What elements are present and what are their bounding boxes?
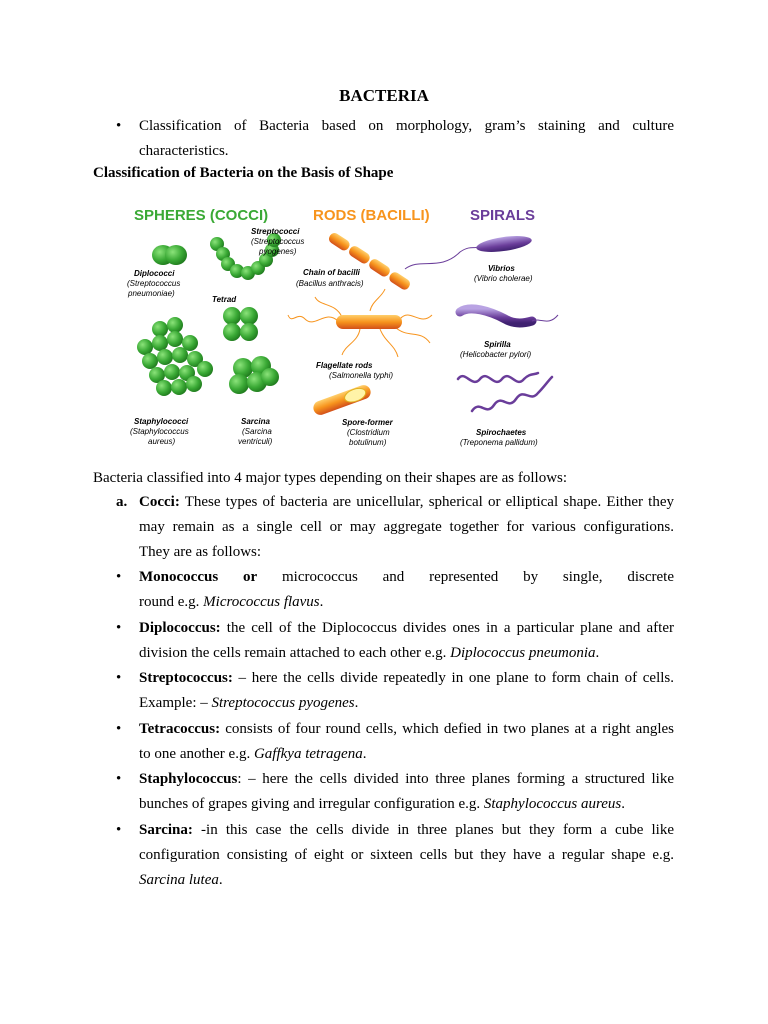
strepto-line1 xyxy=(139,666,674,691)
flagellate-rod-body xyxy=(336,315,402,329)
tetra-term: Tetracoccus: xyxy=(139,721,221,737)
label-spore-sci2: botulinum) xyxy=(349,438,387,447)
label-flagellate-sci: (Salmonella typhi) xyxy=(329,371,394,380)
mono-end: . xyxy=(319,594,324,610)
label-sarcina-sci2: ventriculi) xyxy=(238,437,273,446)
label-chain-bacilli-sci: (Bacillus anthracis) xyxy=(296,279,364,288)
tetra-end: . xyxy=(362,746,367,762)
vibrio-flagellum xyxy=(405,247,478,269)
bacteria-shapes-figure xyxy=(120,197,560,455)
list-marker-a: a. xyxy=(116,494,128,510)
strepto-example: Streptococcus pyogenes xyxy=(211,695,355,711)
label-staphylococci: Staphylococci xyxy=(134,417,189,426)
label-spirilla: Spirilla xyxy=(484,340,511,349)
mono-line1 xyxy=(139,565,674,590)
staph-line2 xyxy=(139,792,674,817)
label-vibrios-sci: (Vibrio cholerae) xyxy=(474,274,533,283)
label-staphylococci-sci2: aureus) xyxy=(148,437,176,446)
strepto-term: Streptococcus: xyxy=(139,670,233,686)
tetrad-illustration xyxy=(223,307,258,341)
label-sarcina: Sarcina xyxy=(241,417,270,426)
label-chain-bacilli: Chain of bacilli xyxy=(303,268,360,277)
cocci-text1: These types of bacteria are unicellular, spherical or elliptical shape. Either they xyxy=(184,494,674,510)
staph-example: Staphylococcus aureus xyxy=(483,796,622,812)
label-vibrios: Vibrios xyxy=(488,264,515,273)
label-diplococci-sci1: (Streptococcus xyxy=(127,279,181,288)
section-heading: Classification of Bacteria on the Basis of Shape xyxy=(93,165,394,181)
diplo-end: . xyxy=(595,645,600,661)
tetra-text1: consists of four round cells, which defied in two planes at a right angles xyxy=(220,721,674,737)
cocci-line2: may remain as a single cell or may aggregate together for various configurations. xyxy=(139,519,674,535)
mono-word1: Monococcus xyxy=(139,569,219,585)
mono-word6: by xyxy=(523,569,539,585)
cocci-term: Cocci: xyxy=(139,494,180,510)
staphylococci-illustration xyxy=(137,317,213,396)
label-spirilla-sci: (Helicobacter pylori) xyxy=(460,350,532,359)
staph-end: . xyxy=(621,796,625,812)
bullet-icon: • xyxy=(116,569,122,585)
sarcina-end: . xyxy=(218,872,223,888)
label-tetrad: Tetrad xyxy=(212,295,237,304)
bullet-icon: • xyxy=(116,670,122,686)
sarcina-text1: -in this case the cells divide in three planes but they form a cube like xyxy=(192,822,674,838)
label-spirochaetes: Spirochaetes xyxy=(476,428,527,437)
sarcina-line1 xyxy=(139,818,674,843)
sarcina-term: Sarcina: xyxy=(139,822,193,838)
label-streptococci-sci2: pyogenes) xyxy=(259,247,297,256)
label-diplococci-sci2: pneumoniae) xyxy=(128,289,175,298)
bullet-icon: • xyxy=(116,620,122,636)
bullet-icon: • xyxy=(116,118,122,134)
mono-line2 xyxy=(139,590,674,615)
mono-example: Micrococcus flavus xyxy=(203,594,320,610)
mono-word7: single, xyxy=(562,569,603,585)
mono-word5: represented xyxy=(429,569,499,585)
vibrio-illustration xyxy=(475,233,532,255)
label-staphylococci-sci1: (Staphylococcus xyxy=(130,427,189,436)
strepto-text2: Example: – xyxy=(139,695,212,711)
cocci-line1 xyxy=(139,490,674,515)
diplo-text1: the cell of the Diplococcus divides ones in a particular plane and after xyxy=(220,620,674,636)
label-spore: Spore-former xyxy=(342,418,393,427)
mono-text2: round e.g. xyxy=(139,594,204,610)
label-sarcina-sci1: (Sarcina xyxy=(242,427,272,436)
mono-word8: discrete xyxy=(627,569,674,585)
label-streptococci-sci1: (Streptococcus xyxy=(251,237,305,246)
spirilla-illustration xyxy=(460,309,558,323)
sarcina-example: Sarcina lutea xyxy=(139,872,219,888)
top-bullet-line1: Classification of Bacteria based on morphology, gram’s staining and culture xyxy=(139,118,674,134)
label-streptococci: Streptococci xyxy=(251,227,300,236)
mono-word4: and xyxy=(382,569,405,585)
intro-text: Bacteria classified into 4 major types depending on their shapes are as follows: xyxy=(93,470,568,486)
mono-word2: or xyxy=(242,569,258,585)
sarcina-illustration xyxy=(229,356,279,394)
label-diplococci: Diplococci xyxy=(134,269,175,278)
bullet-icon: • xyxy=(116,721,122,737)
tetra-example: Gaffkya tetragena xyxy=(253,746,363,762)
staph-text1: : – here the cells divided into three planes forming a structured like xyxy=(237,771,674,787)
sarcina-line3 xyxy=(139,868,674,893)
sarcina-line2: configuration consisting of eight or sixteen cells but they have a regular shape e.g. xyxy=(139,847,674,863)
bullet-icon: • xyxy=(116,822,122,838)
staph-text2: bunches of grapes giving and irregular configuration e.g. xyxy=(139,796,484,812)
diplococci-illustration xyxy=(152,245,187,265)
header-spirals: SPIRALS xyxy=(470,207,536,224)
diplo-term: Diplococcus: xyxy=(139,620,221,636)
label-flagellate: Flagellate rods xyxy=(316,361,373,370)
spirochaete-illustration xyxy=(458,373,552,411)
strepto-end: . xyxy=(354,695,359,711)
diplo-text2: division the cells remain attached to each other e.g. xyxy=(139,645,451,661)
spore-former-illustration xyxy=(311,383,372,417)
strepto-line2 xyxy=(139,691,674,716)
diplo-line2 xyxy=(139,641,674,666)
label-spirochaetes-sci: (Treponema pallidum) xyxy=(460,438,538,447)
mono-word3: micrococcus xyxy=(281,569,358,585)
cocci-line3: They are as follows: xyxy=(139,544,262,560)
diplo-example: Diplococcus pneumonia xyxy=(450,645,596,661)
page-title: BACTERIA xyxy=(339,86,429,105)
top-bullet-line2: characteristics. xyxy=(139,143,229,159)
header-bacilli: RODS (BACILLI) xyxy=(313,207,430,224)
label-spore-sci1: (Clostridium xyxy=(347,428,390,437)
tetra-line1 xyxy=(139,717,674,742)
tetra-text2: to one another e.g. xyxy=(139,746,254,762)
staph-term: Staphylococcus xyxy=(139,771,238,787)
strepto-text1: – here the cells divide repeatedly in one plane to form chain of cells. xyxy=(232,670,674,686)
bullet-icon: • xyxy=(116,771,122,787)
diplo-line1 xyxy=(139,616,674,641)
tetra-line2 xyxy=(139,742,674,767)
staph-line1 xyxy=(139,767,674,792)
header-cocci: SPHERES (COCCI) xyxy=(134,207,269,224)
